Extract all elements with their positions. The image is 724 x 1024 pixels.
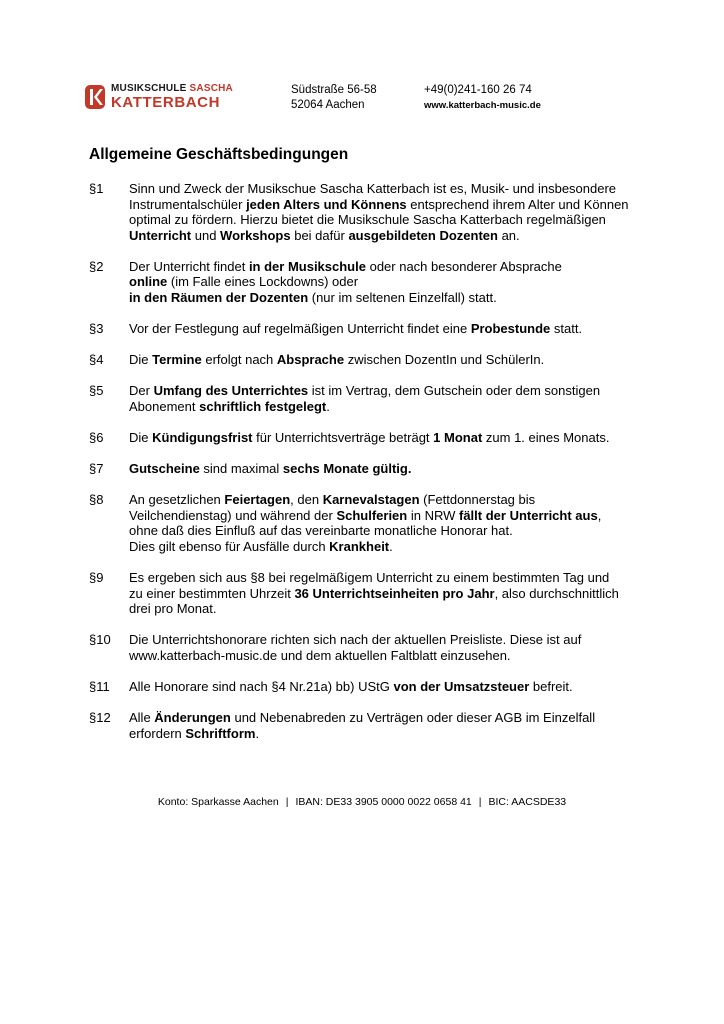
term-segment: bei dafür	[290, 227, 349, 243]
term-segment: ,	[597, 507, 602, 523]
term-emphasis: Änderungen	[154, 710, 231, 726]
phone: +49(0)241-160 26 74	[424, 84, 532, 96]
term-emphasis: Termine	[152, 352, 202, 368]
term-emphasis: fällt der Unterricht aus	[459, 507, 598, 523]
term-segment: (Fettdonnerstag bis	[419, 492, 536, 508]
term-item	[89, 352, 649, 368]
term-emphasis: Feiertagen	[224, 492, 291, 508]
term-segment: zu einer bestimmten Uhrzeit	[129, 585, 295, 601]
term-segment: statt.	[550, 321, 583, 337]
term-text	[129, 259, 639, 306]
term-emphasis: Krankheit	[329, 539, 390, 554]
term-emphasis: Umfang des Unterrichtes	[153, 383, 309, 399]
term-emphasis: von der Umsatzsteuer	[393, 679, 530, 695]
term-number: §2	[89, 258, 104, 274]
term-item	[89, 383, 649, 414]
term-segment: .	[255, 725, 260, 741]
term-text	[129, 321, 639, 337]
term-emphasis: Absprache	[276, 352, 345, 368]
term-segment: zum 1. eines Monats.	[482, 430, 610, 446]
logo-text-name: KATTERBACH	[111, 94, 221, 111]
term-text	[129, 679, 639, 695]
term-text	[129, 492, 639, 554]
term-segment: drei pro Monat.	[129, 601, 217, 617]
term-emphasis: sechs Monate gültig.	[282, 461, 412, 477]
term-segment: entsprechend ihrem Alter und Können optimal zu fördern. Hierzu bietet die Musikschule Sascha Katterbach regelmäßigen	[129, 196, 629, 228]
term-segment: Sinn und Zweck der Musikschue Sascha Katterbach ist es, Musik- und insbesondere Instrumentalschüler	[129, 181, 617, 212]
website-link[interactable]: www.katterbach-music.de	[424, 100, 541, 111]
term-emphasis: Probestunde	[470, 321, 551, 337]
term-segment: , den	[290, 492, 323, 508]
term-segment: erfordern	[129, 725, 186, 741]
city: 52064 Aachen	[291, 99, 365, 111]
term-segment: .	[326, 398, 330, 414]
term-segment: für Unterrichtsverträge beträgt	[252, 430, 434, 446]
term-number: §1	[89, 181, 104, 196]
term-item	[89, 632, 649, 663]
term-emphasis: Schulferien	[336, 507, 408, 523]
term-emphasis: 1 Monat	[433, 430, 483, 446]
term-item	[89, 461, 649, 477]
address-block	[291, 83, 377, 113]
term-number: §8	[89, 492, 104, 508]
term-emphasis: schriftlich festgelegt	[199, 398, 327, 414]
contact-block	[424, 83, 541, 113]
term-segment: , also durchschnittlich	[494, 585, 619, 601]
term-segment: befreit.	[529, 679, 573, 695]
term-segment: Vor der Festlegung auf regelmäßigen Unterricht findet eine	[129, 321, 471, 337]
term-segment: An gesetzlichen	[129, 492, 225, 508]
term-emphasis: Workshops	[220, 227, 291, 243]
term-text	[129, 352, 639, 368]
term-number: §10	[89, 632, 111, 648]
logo-text-top: MUSIKSCHULE SASCHA	[111, 83, 233, 94]
term-emphasis: in der Musikschule	[248, 258, 366, 274]
term-item	[89, 430, 649, 446]
term-emphasis: 36 Unterrichtseinheiten pro Jahr	[294, 585, 495, 601]
term-segment: Alle	[129, 710, 155, 726]
term-segment: ohne daß dies Einfluß auf das vereinbarte monatliche Honorar hat.	[129, 523, 513, 539]
term-segment: .	[389, 539, 393, 554]
term-text	[129, 461, 639, 477]
term-emphasis: Gutscheine	[129, 461, 200, 477]
term-segment: sind maximal	[199, 461, 283, 477]
term-number: §11	[89, 679, 110, 695]
term-number: §7	[89, 461, 104, 477]
term-text	[129, 383, 639, 414]
term-segment: (im Falle eines Lockdowns) oder	[167, 274, 359, 290]
term-segment: (nur im seltenen Einzelfall) statt.	[308, 290, 497, 306]
term-text	[129, 181, 639, 243]
term-segment: erfolgt nach	[201, 352, 277, 368]
term-item	[89, 679, 649, 695]
term-number: §3	[89, 321, 104, 337]
term-segment: oder nach besonderer Absprache	[365, 258, 562, 274]
term-segment: Dies gilt ebenso für Ausfälle durch	[129, 539, 330, 554]
term-emphasis: ausgebildeten Dozenten	[348, 227, 498, 243]
term-emphasis: Kündigungsfrist	[152, 430, 253, 446]
term-emphasis: in den Räumen der Dozenten	[129, 290, 309, 306]
term-item	[89, 259, 649, 306]
footer-konto: Konto: Sparkasse Aachen	[157, 796, 279, 808]
term-segment: und	[191, 227, 221, 243]
term-segment: zwischen DozentIn und SchülerIn.	[344, 352, 545, 368]
page-title: Allgemeine Geschäftsbedingungen	[89, 146, 349, 163]
term-number: §12	[89, 710, 111, 726]
term-emphasis: jeden Alters und Könnens	[246, 196, 407, 212]
term-emphasis: Karnevalstagen	[322, 492, 420, 508]
term-segment: Der	[129, 383, 154, 399]
term-text	[129, 430, 639, 446]
term-number: §6	[89, 430, 104, 446]
term-item	[89, 710, 649, 741]
term-item	[89, 492, 649, 554]
term-number: §4	[89, 352, 104, 368]
bank-footer: Konto: Sparkasse Aachen | IBAN: DE33 3905 0000 0022 0658 41 | BIC: AACSDE33	[157, 796, 567, 808]
term-emphasis: Unterricht	[129, 227, 192, 243]
street: Südstraße 56-58	[291, 84, 377, 96]
term-segment: www.katterbach-music.de und dem aktuellen Faltblatt einzusehen.	[129, 647, 511, 663]
footer-bic: BIC: AACSDE33	[488, 796, 567, 808]
footer-iban: IBAN: DE33 3905 0000 0022 0658 41	[295, 796, 472, 808]
term-emphasis: online	[129, 274, 168, 290]
term-segment: Veilchendienstag) und während der	[129, 507, 337, 523]
school-logo	[83, 84, 233, 110]
term-item	[89, 181, 649, 243]
term-number: §9	[89, 570, 104, 586]
term-text	[129, 570, 639, 617]
term-segment: an.	[497, 227, 520, 243]
term-number: §5	[89, 383, 104, 399]
term-text	[129, 632, 639, 663]
term-segment: Die	[129, 352, 153, 368]
term-segment: Der Unterricht findet	[129, 258, 249, 274]
term-segment: Es ergeben sich aus §8 bei regelmäßigem Unterricht zu einem bestimmten Tag und	[129, 570, 610, 586]
term-item	[89, 570, 649, 617]
term-segment: Die Unterrichtshonorare richten sich nach der aktuellen Preisliste. Diese ist auf	[129, 632, 582, 648]
term-segment: in NRW	[407, 507, 459, 523]
term-segment: und Nebenabreden zu Verträgen oder dieser AGB im Einzelfall	[230, 710, 596, 726]
term-text	[129, 710, 639, 741]
k-logo-icon	[83, 84, 107, 110]
term-segment: Die	[129, 430, 153, 446]
term-segment: Alle Honorare sind nach §4 Nr.21a) bb) UStG	[129, 679, 394, 695]
term-emphasis: Schriftform	[185, 725, 256, 741]
term-item	[89, 321, 649, 337]
term-segment: ist im Vertrag, dem Gutschein oder dem sonstigen	[308, 383, 601, 399]
terms-list	[89, 181, 649, 757]
term-segment: Abonement	[129, 398, 200, 414]
